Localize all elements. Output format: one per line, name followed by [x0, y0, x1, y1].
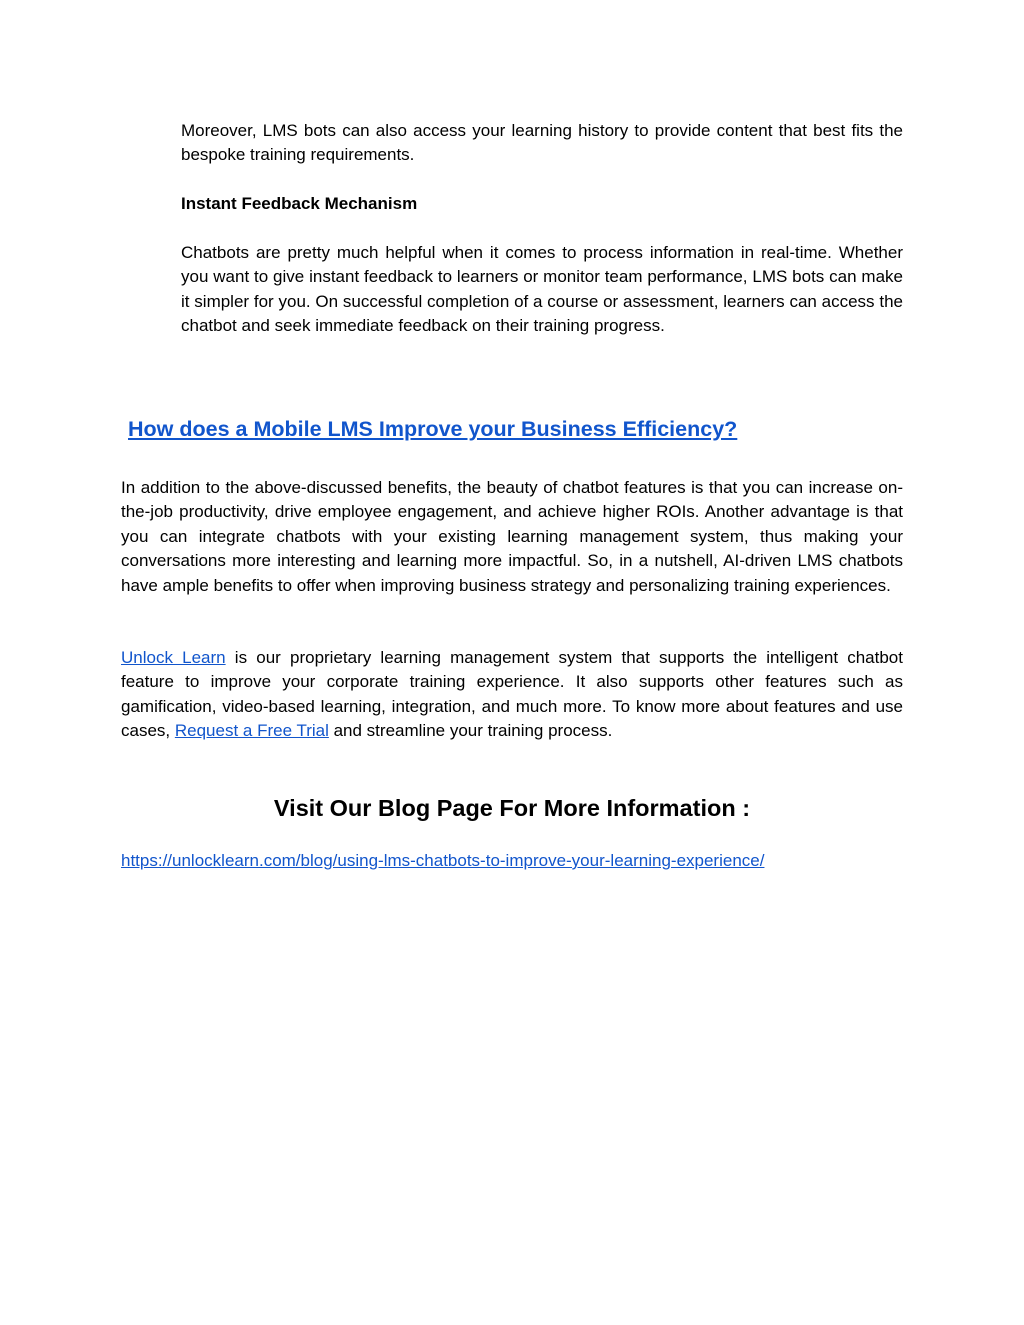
- instant-feedback-subheading: Instant Feedback Mechanism: [181, 194, 418, 213]
- unlock-learn-description: is our proprietary learning management system that supports the intelligent chatbot feature to improve your corporate training experience. It also supports other features such as gamification, video-based learning, integration, and much more. To know more about features and use cases,: [121, 648, 903, 741]
- blog-url-link[interactable]: https://unlocklearn.com/blog/using-lms-chatbots-to-improve-your-learning-experience/: [121, 851, 765, 870]
- intro-paragraph: Moreover, LMS bots can also access your learning history to provide content that best fits the bespoke training requirements.: [181, 121, 903, 165]
- blog-heading: Visit Our Blog Page For More Information :: [273, 795, 751, 821]
- unlock-learn-paragraph: [121, 646, 903, 744]
- benefits-paragraph: In addition to the above-discussed benefits, the beauty of chatbot features is that you can increase on-the-job productivity, drive employee engagement, and achieve higher ROIs. Another advantage is that you can integrate chatbots with your existing learning management system, thus making your conversations more interesting and learning more impactful. So, in a nutshell, AI-driven LMS chatbots have ample benefits to offer when improving business strategy and personalizing training experiences.: [121, 478, 903, 595]
- unlock-learn-link[interactable]: Unlock Learn: [121, 648, 226, 667]
- request-free-trial-link[interactable]: Request a Free Trial: [174, 721, 329, 741]
- blog-url-line: [121, 849, 764, 873]
- section-heading-link[interactable]: How does a Mobile LMS Improve your Business Efficiency?: [128, 417, 738, 441]
- feedback-paragraph: Chatbots are pretty much helpful when it comes to process information in real-time. Whether you want to give instant feedback to learners or monitor team performance, LMS bots can make it simpler for you. On successful completion of a course or assessment, learners can access the chatbot and seek immediate feedback on their training progress.: [181, 243, 903, 336]
- unlock-learn-closing: and streamline your training process.: [328, 721, 613, 741]
